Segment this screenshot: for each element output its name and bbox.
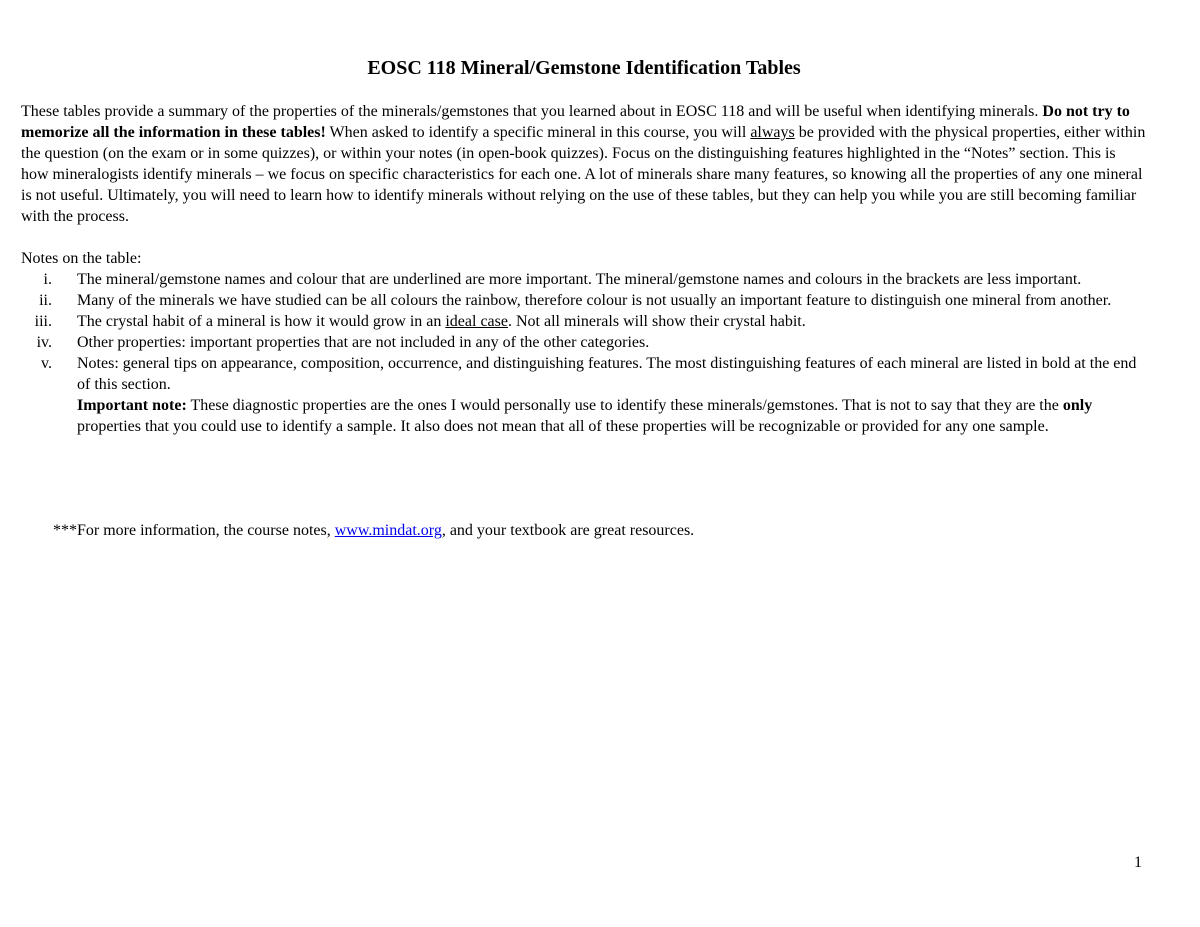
list-item [0,311,1150,332]
resources-text-before: ***For more information, the course notes, [53,522,335,539]
list-item-number: i. [43,271,52,288]
resources-text-after: , and your textbook are great resources. [441,522,695,539]
intro-text-2: When asked to identify a specific mineral in this course, you will [325,124,751,141]
notes-list [0,269,1150,437]
page-title: EOSC 118 Mineral/Gemstone Identification Tables [367,57,801,79]
list-item-number: v. [41,355,52,372]
list-item-text-after: . Not all minerals will show their crystal habit. [507,313,806,330]
resources-line [53,520,694,541]
intro-paragraph [21,101,1146,227]
mindat-link[interactable]: www.mindat.org [334,522,442,539]
important-note-text-1: These diagnostic properties are the ones I would personally use to identify these minerals/gemstones. That is not to say that they are the [186,397,1063,414]
list-item-text: Other properties: important properties that are not included in any of the other categories. [77,334,650,351]
intro-text-3: be provided with the physical properties, either within the question (on the exam or in some quizzes), or within your notes (in open-book quizzes). Focus on the distinguishing features highlighted in the “Notes” section. This is how mineralogists identify minerals – we focus on specific characteristics for each one. A lot of minerals share many features, so knowing all the properties of any one mineral is not useful. Ultimately, you will need to learn how to identify minerals without relying on the use of these tables, but they can help you while you are still becoming familiar with the process. [21,124,1146,225]
list-item [0,290,1150,311]
list-item [0,353,1150,437]
list-item-text: Notes: general tips on appearance, composition, occurrence, and distinguishing features. The most distinguishing features of each mineral are listed in bold at the end of this section. [77,355,1137,393]
notes-heading: Notes on the table: [21,250,142,267]
important-note-text-2: properties that you could use to identify a sample. It also does not mean that all of these properties will be recognizable or provided for any one sample. [77,418,1049,435]
page-number: 1 [1134,854,1142,871]
list-item-text: The mineral/gemstone names and colour that are underlined are more important. The mineral/gemstone names and colours in the brackets are less important. [77,271,1082,288]
list-item [0,269,1150,290]
intro-bold-warning: Do not try to memorize all the information in these tables! [21,103,1130,141]
intro-underlined-always: always [750,124,795,141]
intro-text-1: These tables provide a summary of the properties of the minerals/gemstones that you learned about in EOSC 118 and will be useful when identifying minerals. [21,103,1043,120]
list-item-number: iv. [36,334,52,351]
list-item-number: iii. [34,313,52,330]
underlined-ideal-case: ideal case [445,313,508,330]
list-item-text-before: The crystal habit of a mineral is how it would grow in an [77,313,446,330]
list-item-number: ii. [39,292,52,309]
important-note-bold-only: only [1062,397,1093,414]
list-item-text: Many of the minerals we have studied can be all colours the rainbow, therefore colour is not usually an important feature to distinguish one mineral from another. [77,292,1112,309]
list-item [0,332,1150,353]
important-note-label: Important note: [77,397,187,414]
